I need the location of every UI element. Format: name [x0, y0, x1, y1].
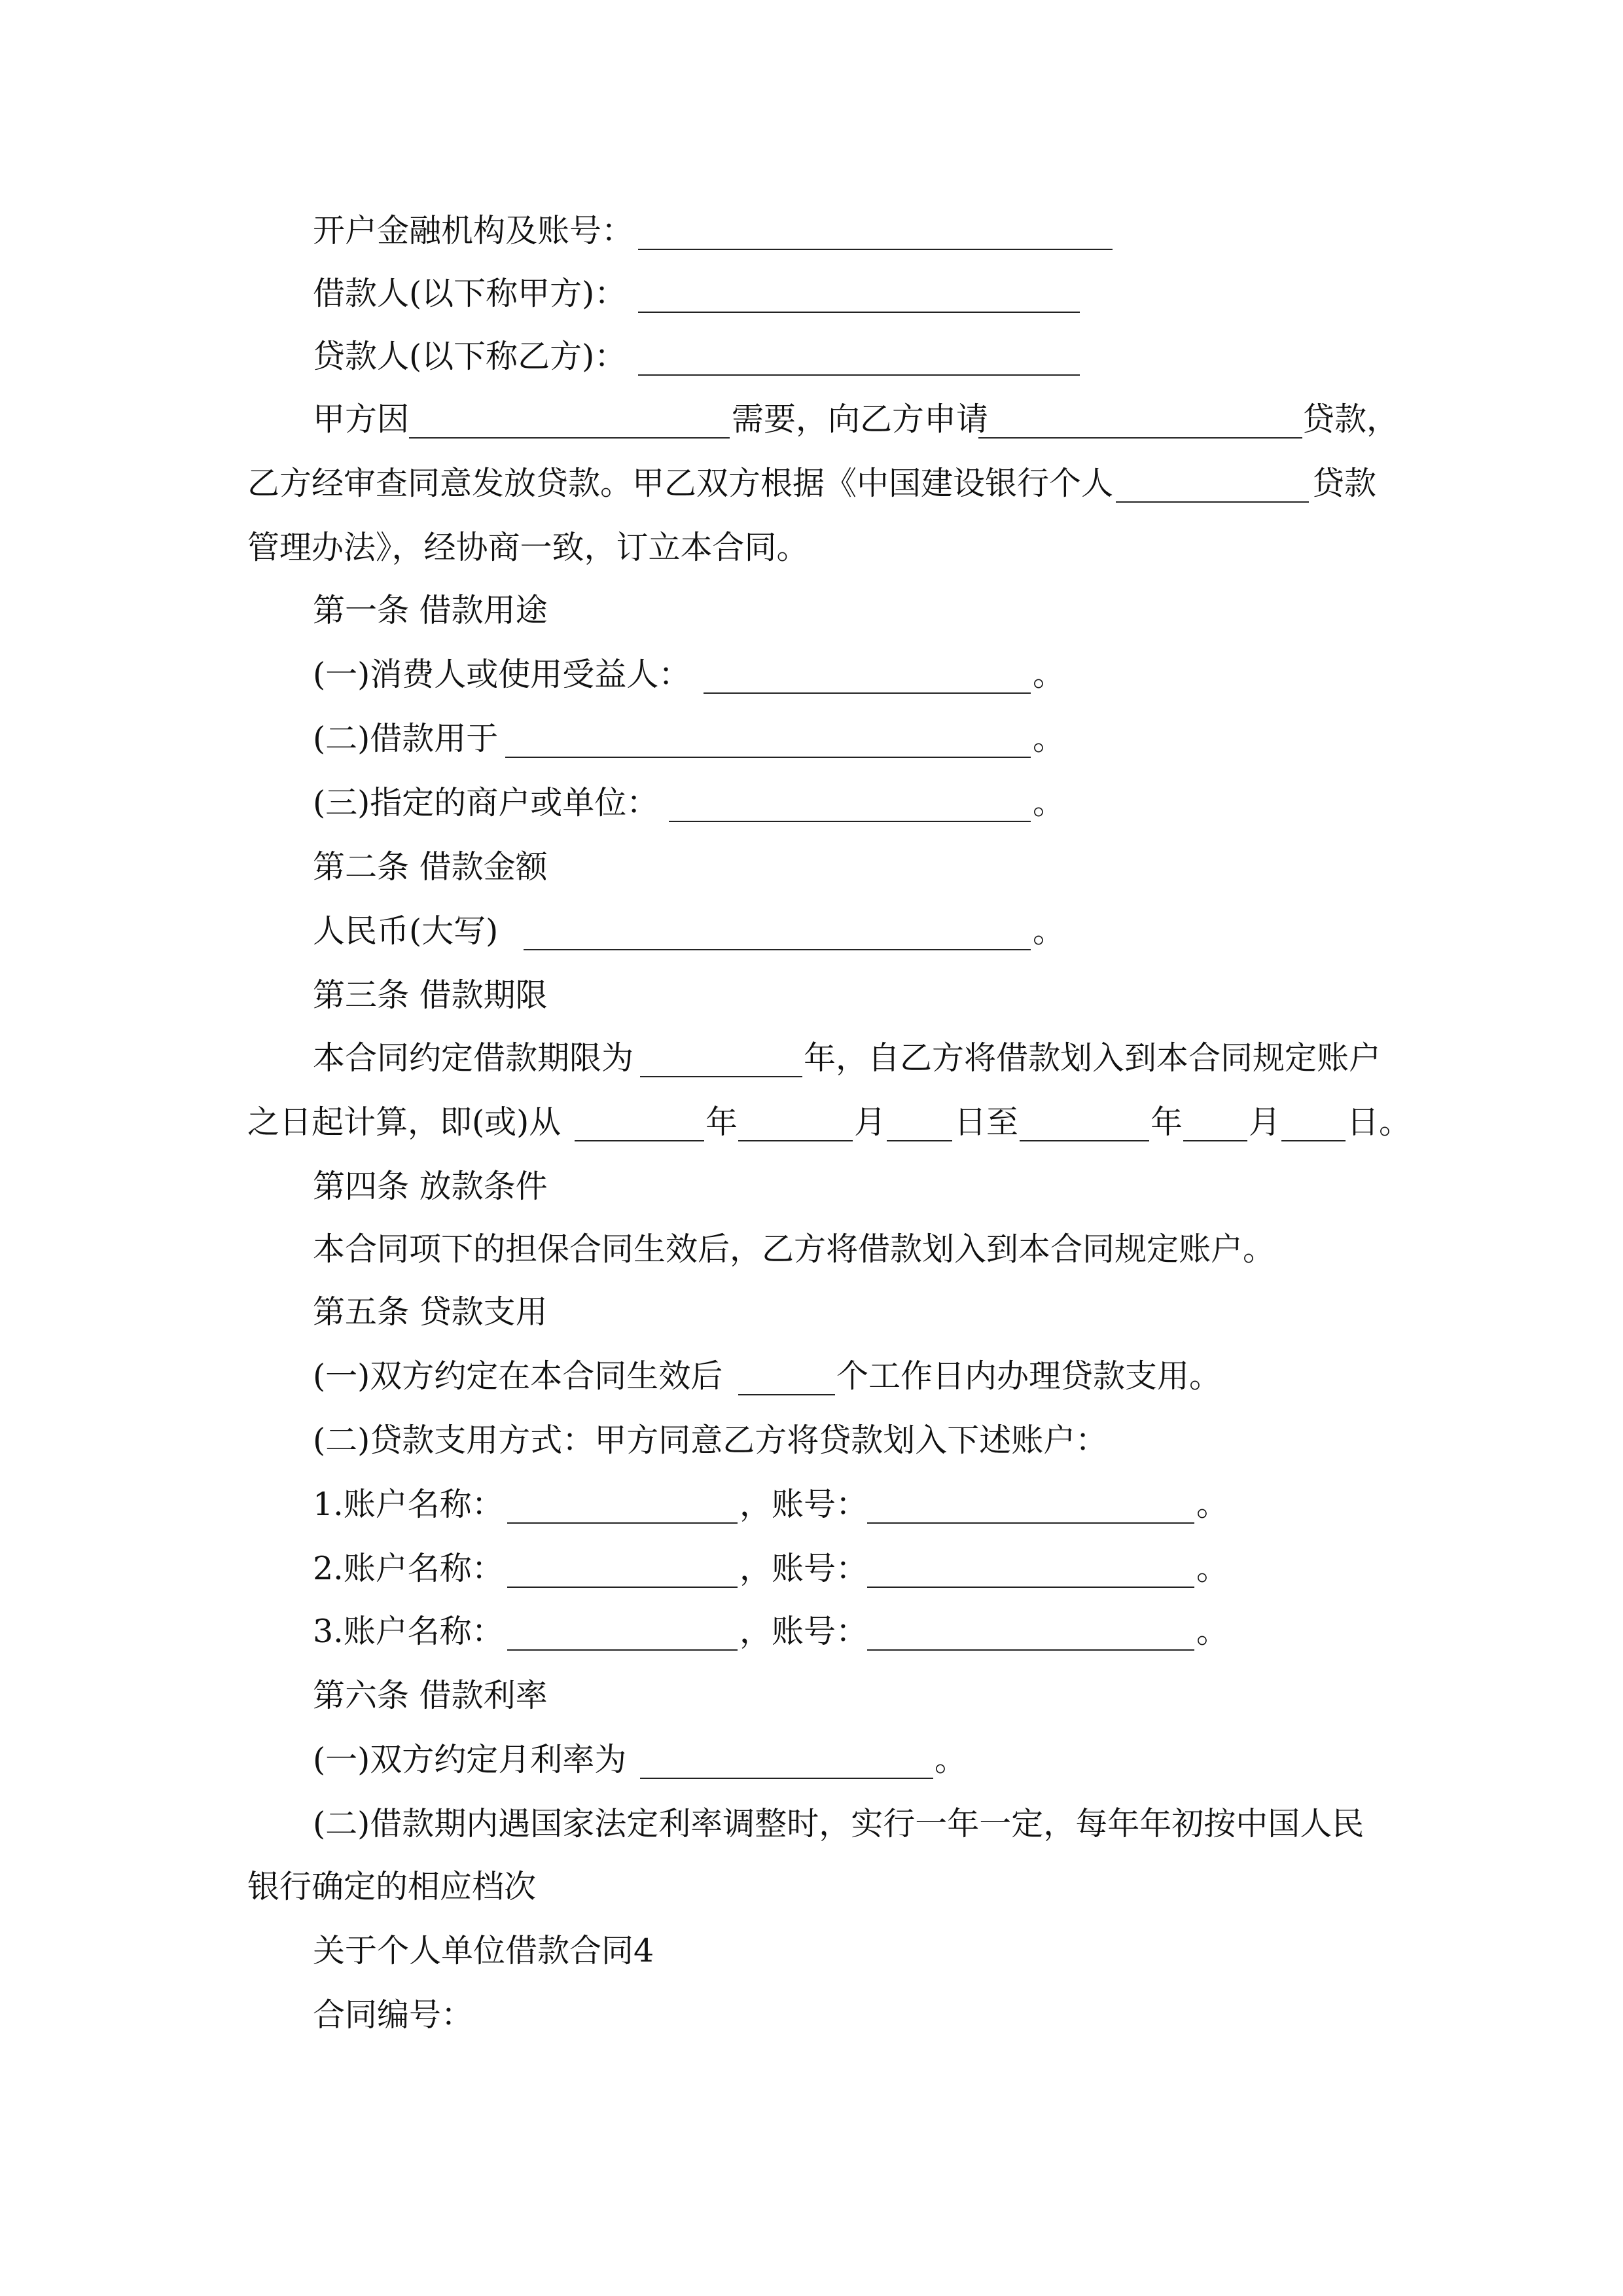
beneficiary-label: (一)消费人或使用受益人：	[313, 656, 691, 693]
monthly-rate-blank[interactable]	[640, 1778, 933, 1779]
disbursement-condition-line	[0, 1218, 1623, 1281]
drawdown-method-text: (二)贷款支用方式：甲方同意乙方将贷款划入下述账户：	[313, 1422, 1108, 1459]
account-1-number-label: ，账号：	[740, 1486, 868, 1523]
beneficiary-blank[interactable]	[704, 692, 1031, 694]
article-6-title: 第六条 借款利率	[313, 1677, 548, 1714]
account-2-name-blank[interactable]	[507, 1587, 738, 1588]
borrower-blank[interactable]	[638, 312, 1080, 313]
start-year-blank[interactable]	[575, 1140, 704, 1141]
article-2-title: 第二条 借款金额	[313, 848, 548, 886]
amount-end: 。	[1033, 912, 1065, 950]
intro-line-2	[0, 452, 1623, 515]
account-1-name-label: 1.账户名称：	[313, 1486, 504, 1523]
term-text-b: 年，自乙方将借款划入到本合同规定账户	[804, 1039, 1382, 1077]
article-4-heading	[0, 1155, 1623, 1218]
borrower-label: 借款人(以下称甲方)：	[313, 275, 627, 312]
account-2-end: 。	[1196, 1550, 1229, 1587]
drawdown-text-a: (一)双方约定在本合同生效后	[313, 1357, 723, 1395]
merchant-end: 。	[1033, 784, 1065, 821]
end-month-blank[interactable]	[1183, 1140, 1247, 1141]
end-year-blank[interactable]	[1020, 1140, 1149, 1141]
drawdown-text-b: 个工作日内办理贷款支用。	[836, 1357, 1222, 1395]
merchant-line	[0, 772, 1623, 834]
bank-account-label: 开户金融机构及账号：	[313, 212, 634, 249]
usage-line	[0, 708, 1623, 770]
intro-text-b: 需要，向乙方申请	[732, 401, 989, 438]
article-5-heading	[0, 1281, 1623, 1344]
beneficiary-end: 。	[1033, 656, 1065, 693]
account-2-number-blank[interactable]	[867, 1587, 1194, 1588]
intro-line-1	[0, 388, 1623, 451]
term-text-c: 之日起计算，即(或)从	[247, 1103, 562, 1141]
term-line-2	[0, 1091, 1623, 1154]
account-3-name-label: 3.账户名称：	[313, 1613, 504, 1650]
term-line-1	[0, 1027, 1623, 1090]
monthly-rate-line	[0, 1729, 1623, 1791]
start-month-blank[interactable]	[738, 1140, 853, 1141]
intro-line-3	[0, 516, 1623, 579]
article-2-heading	[0, 836, 1623, 899]
measures-type-blank[interactable]	[1116, 501, 1309, 503]
account-2-number-label: ，账号：	[740, 1550, 868, 1587]
account-3-number-label: ，账号：	[740, 1613, 868, 1650]
usage-label: (二)借款用于	[313, 720, 499, 757]
intro-text-f: 管理办法》，经协商一致，订立本合同。	[247, 529, 809, 566]
account-3-number-blank[interactable]	[867, 1649, 1194, 1651]
account-2-name-label: 2.账户名称：	[313, 1550, 504, 1587]
drawdown-days-line	[0, 1345, 1623, 1408]
article-3-title: 第三条 借款期限	[313, 977, 548, 1014]
intro-text-e: 贷款	[1312, 465, 1377, 502]
intro-text-c: 贷款，	[1302, 401, 1399, 438]
account-1-line	[0, 1473, 1623, 1536]
article-6-heading	[0, 1664, 1623, 1727]
end-day-blank[interactable]	[1281, 1140, 1346, 1141]
account-3-end: 。	[1196, 1613, 1229, 1650]
start-day-blank[interactable]	[887, 1140, 952, 1141]
merchant-blank[interactable]	[669, 821, 1031, 822]
end-day-unit: 日。	[1347, 1103, 1412, 1141]
end-month-unit: 月	[1249, 1103, 1281, 1141]
borrower-line	[0, 262, 1623, 325]
account-3-line	[0, 1600, 1623, 1663]
monthly-rate-end: 。	[935, 1741, 967, 1778]
lender-label: 贷款人(以下称乙方)：	[313, 338, 627, 375]
account-1-name-blank[interactable]	[507, 1522, 738, 1524]
term-text-a: 本合同约定借款期限为	[313, 1039, 634, 1077]
usage-end: 。	[1033, 720, 1065, 757]
disbursement-condition-text: 本合同项下的担保合同生效后，乙方将借款划入到本合同规定账户。	[313, 1230, 1275, 1268]
monthly-rate-label: (一)双方约定月利率为	[313, 1741, 627, 1778]
merchant-label: (三)指定的商户或单位：	[313, 784, 659, 821]
working-days-blank[interactable]	[738, 1394, 835, 1395]
article-3-heading	[0, 964, 1623, 1027]
contract-4-title-line	[0, 1920, 1623, 1982]
drawdown-method-line	[0, 1409, 1623, 1472]
account-1-end: 。	[1196, 1486, 1229, 1523]
bank-account-blank[interactable]	[638, 249, 1113, 250]
contract-number-label: 合同编号：	[313, 1996, 474, 2034]
account-1-number-blank[interactable]	[867, 1522, 1194, 1524]
purpose-need-blank[interactable]	[409, 437, 730, 439]
intro-text-d: 乙方经审查同意发放贷款。甲乙双方根据《中国建设银行个人	[247, 465, 1114, 502]
rate-adjustment-line-2	[0, 1856, 1623, 1918]
beneficiary-line	[0, 643, 1623, 706]
article-1-title: 第一条 借款用途	[313, 592, 548, 629]
end-year-unit: 年	[1150, 1103, 1183, 1141]
contract-number-line	[0, 1984, 1623, 2047]
account-3-name-blank[interactable]	[507, 1649, 738, 1651]
start-year-unit: 年	[705, 1103, 738, 1141]
rate-adjustment-line-1	[0, 1793, 1623, 1856]
amount-blank[interactable]	[524, 949, 1031, 950]
article-1-heading	[0, 579, 1623, 642]
amount-line	[0, 900, 1623, 963]
amount-label: 人民币(大写)	[313, 912, 499, 950]
rate-adjustment-text-b: 银行确定的相应档次	[247, 1868, 537, 1905]
start-month-unit: 月	[854, 1103, 887, 1141]
usage-blank[interactable]	[505, 757, 1031, 758]
intro-text-a: 甲方因	[313, 401, 410, 438]
lender-blank[interactable]	[638, 374, 1080, 376]
article-4-title: 第四条 放款条件	[313, 1168, 548, 1205]
start-day-unit: 日至	[954, 1103, 1019, 1141]
contract-4-title: 关于个人单位借款合同4	[313, 1932, 654, 1969]
rate-adjustment-text-a: (二)借款期内遇国家法定利率调整时，实行一年一定，每年年初按中国人民	[313, 1805, 1364, 1842]
article-5-title: 第五条 贷款支用	[313, 1293, 548, 1331]
term-years-blank[interactable]	[640, 1076, 802, 1077]
loan-type-blank[interactable]	[978, 437, 1302, 439]
lender-line	[0, 325, 1623, 388]
bank-account-line	[0, 200, 1623, 262]
account-2-line	[0, 1537, 1623, 1600]
